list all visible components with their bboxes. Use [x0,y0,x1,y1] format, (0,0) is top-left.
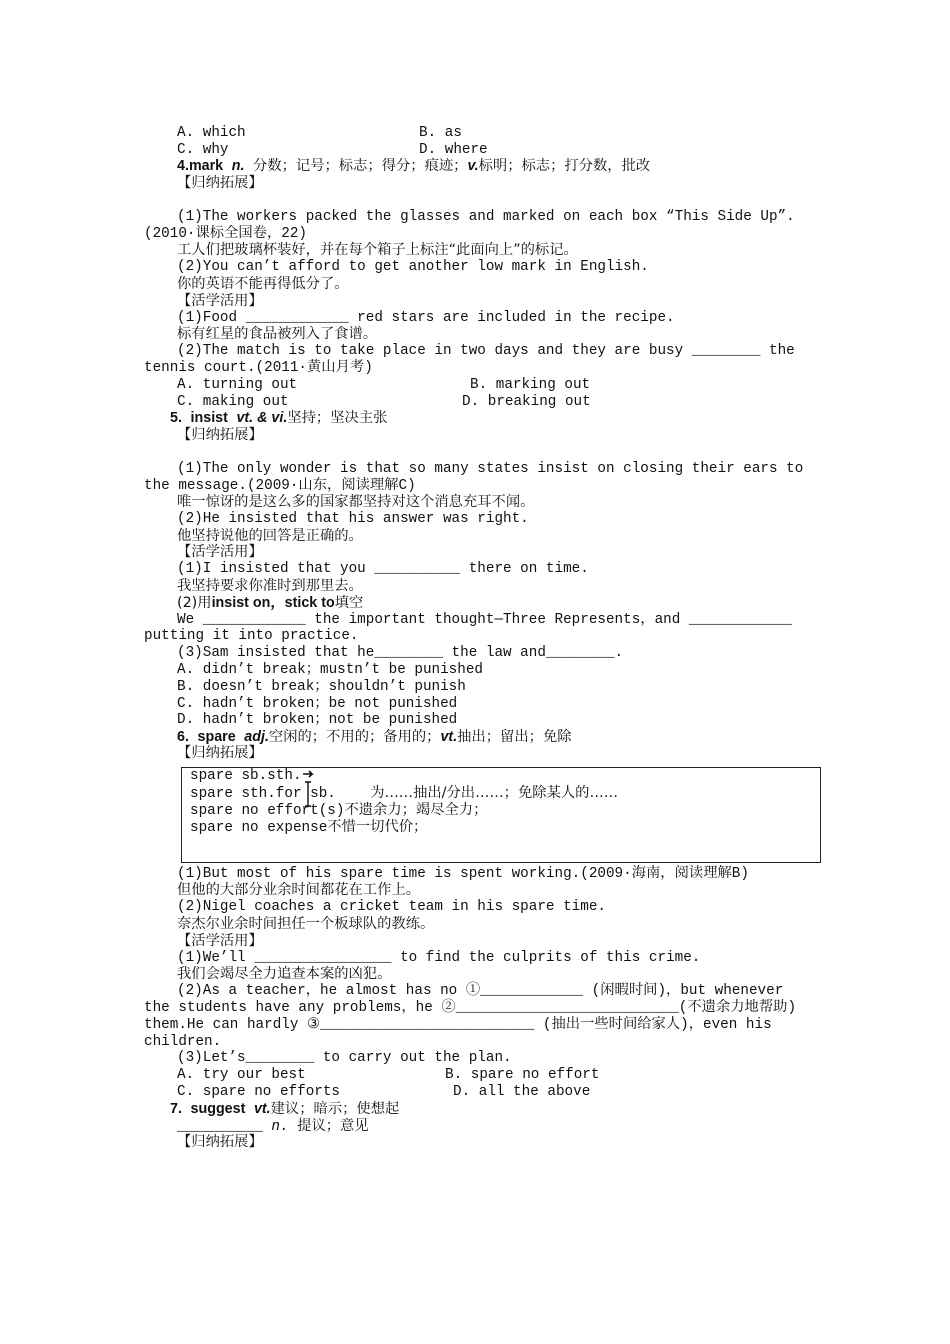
insist-ex1-line1: (1)The only wonder is that so many states insist on closing their ears to [177,461,804,477]
insist-p1-zh: 我坚持要求你准时到那里去。 [177,578,363,594]
spare-expand-label: 【归纳拓展】 [177,745,263,761]
spare-ex2-zh: 奈杰尔业余时间担任一个板球队的教练。 [177,916,435,932]
insist-option-c: C. hadn’t broken；be not punished [177,696,458,712]
spare-word: spare [197,729,236,745]
spare-box-line2-en: spare sth.for sb. [190,786,336,802]
insist-ex1-line2: the message.(2009·山东，阅读理解C) [144,478,416,494]
mark-word: mark [188,158,224,174]
spare-p2-line1: (2)As a teacher，he almost has no ①____________ (闲暇时间)，but whenever [177,983,784,999]
spare-option-b: B. spare no effort [445,1067,600,1083]
mark-p1-zh: 标有红星的食品被列入了食谱。 [177,326,378,342]
mark-p2-line1: (2)The match is to take place in two days and they are busy ________ the [177,343,795,359]
mark-p1: (1)Food ____________ red stars are included in the recipe. [177,310,675,326]
spare-option-a: A. try our best [177,1067,306,1083]
q3-option-c: C. why [177,142,229,158]
spare-box-line1: spare sb.sth. [190,768,302,784]
insist-option-b: B. doesn’t break；shouldn’t punish [177,679,466,695]
insist-practice-label: 【活学活用】 [177,544,263,560]
spare-box-line3-zh: 不遗余力；竭尽全力； [344,802,488,818]
spare-p2-line4: children. [144,1034,222,1050]
insist-p1: (1)I insisted that you __________ there on time. [177,561,589,577]
spare-box-line2 [190,785,618,803]
spare-p3: (3)Let’s________ to carry out the plan. [177,1050,512,1066]
mark-def: 分数；记号；标志；得分；痕迹； [253,158,468,174]
insist-p3: (3)Sam insisted that he________ the law and________. [177,645,624,661]
insist-p2-bold: insist on，stick to [211,595,335,611]
q3-option-d: D. where [419,142,488,158]
spare-ex1-zh: 但他的大部分业余时间都花在工作上。 [177,882,421,898]
suggest-noun-def: 提议；意见 [297,1118,369,1134]
mark-def2: 标明；标志；打分数，批改 [478,158,651,174]
spare-p1: (1)We’ll ________________ to find the culprits of this crime. [177,950,701,966]
suggest-num: 7. [170,1101,182,1117]
insist-ex1-zh: 唯一惊讶的是这么多的国家都坚持对这个消息充耳不闻。 [177,494,535,510]
mark-pos2: v. [467,158,479,174]
mark-ex1-zh: 工人们把玻璃杯装好，并在每个箱子上标注“此面向上”的标记。 [177,242,578,258]
spare-box-line4-zh: 不惜一切代价； [327,819,428,835]
insist-pos: vt. & vi. [236,410,288,426]
spare-option-d: D. all the above [453,1084,591,1100]
spare-pos: adj. [244,729,269,745]
insist-p2-pre: (2)用 [177,595,212,611]
text-cursor-icon [302,770,316,808]
spare-pos2: vt. [440,729,458,745]
spare-box-line4-en: spare no expense [190,820,328,836]
mark-num: 4. [177,158,189,174]
spare-ex2: (2)Nigel coaches a cricket team in his spare time. [177,899,606,915]
insist-p2-line2: putting it into practice. [144,628,359,644]
mark-heading [177,158,841,176]
mark-practice-label: 【活学活用】 [177,293,263,309]
suggest-word: suggest [190,1101,246,1117]
spare-p1-zh: 我们会竭尽全力追查本案的凶犯。 [177,966,392,982]
mark-ex1-line1: (1)The workers packed the glasses and marked on each box “This Side Up”. [177,209,795,225]
insist-expand-label: 【归纳拓展】 [177,427,263,443]
spare-ex1: (1)But most of his spare time is spent working.(2009·海南，阅读理解B) [177,866,749,882]
q3-option-b: B. as [419,125,462,141]
insist-p2-line1: We ____________ the important thought—Three Represents，and ____________ [177,612,792,628]
q3-option-a: A. which [177,125,246,141]
mark-ex2: (2)You can’t afford to get another low mark in English. [177,259,649,275]
spare-p2-line2: the students have any problems，he ②__________________________(不遗余力地帮助) [144,1000,797,1016]
mark-option-b: B. marking out [470,377,591,393]
mark-option-c: C. making out [177,394,289,410]
mark-p2-line2: tennis court.(2011·黄山月考) [144,360,373,376]
insist-heading [170,410,834,428]
spare-num: 6. [177,729,189,745]
insist-ex2: (2)He insisted that his answer was right. [177,511,529,527]
spare-def2: 抽出；留出；免除 [457,729,572,745]
suggest-def: 建议；暗示；使想起 [270,1101,400,1117]
spare-practice-label: 【活学活用】 [177,933,263,949]
insist-word: insist [190,410,228,426]
insist-ex2-zh: 他坚持说他的回答是正确的。 [177,528,363,544]
insist-p2-instruction [177,595,841,613]
suggest-noun-pos: n. [271,1119,289,1135]
mark-pos: n. [231,158,245,174]
mark-ex2-zh: 你的英语不能再得低分了。 [177,276,349,292]
spare-box-line3 [190,802,487,820]
spare-phrase-box [181,767,821,863]
spare-p2-line3: them.He can hardly ③_________________________ (抽出一些时间给家人)，even his [144,1017,772,1033]
insist-option-a: A. didn’t break；mustn’t be punished [177,662,484,678]
suggest-heading [170,1101,834,1119]
mark-expand-label: 【归纳拓展】 [177,175,263,191]
suggest-expand-label: 【归纳拓展】 [177,1134,263,1150]
insist-def: 坚持；坚决主张 [287,410,388,426]
spare-def: 空闲的；不用的；备用的； [268,729,441,745]
spare-box-line4 [190,819,427,837]
spare-box-line2-zh: 为……抽出/分出……；免除某人的…… [370,785,619,801]
spare-option-c: C. spare no efforts [177,1084,341,1100]
insist-option-d: D. hadn’t broken；not be punished [177,712,458,728]
mark-option-a: A. turning out [177,377,298,393]
suggest-noun-blank: __________ [177,1119,263,1135]
mark-ex1-line2: (2010·课标全国卷，22) [144,226,307,242]
suggest-pos: vt. [253,1101,271,1117]
mark-option-d: D. breaking out [462,394,591,410]
insist-num: 5. [170,410,182,426]
insist-p2-post: 填空 [334,595,364,611]
spare-box-line3-en: spare no effort(s) [190,803,345,819]
